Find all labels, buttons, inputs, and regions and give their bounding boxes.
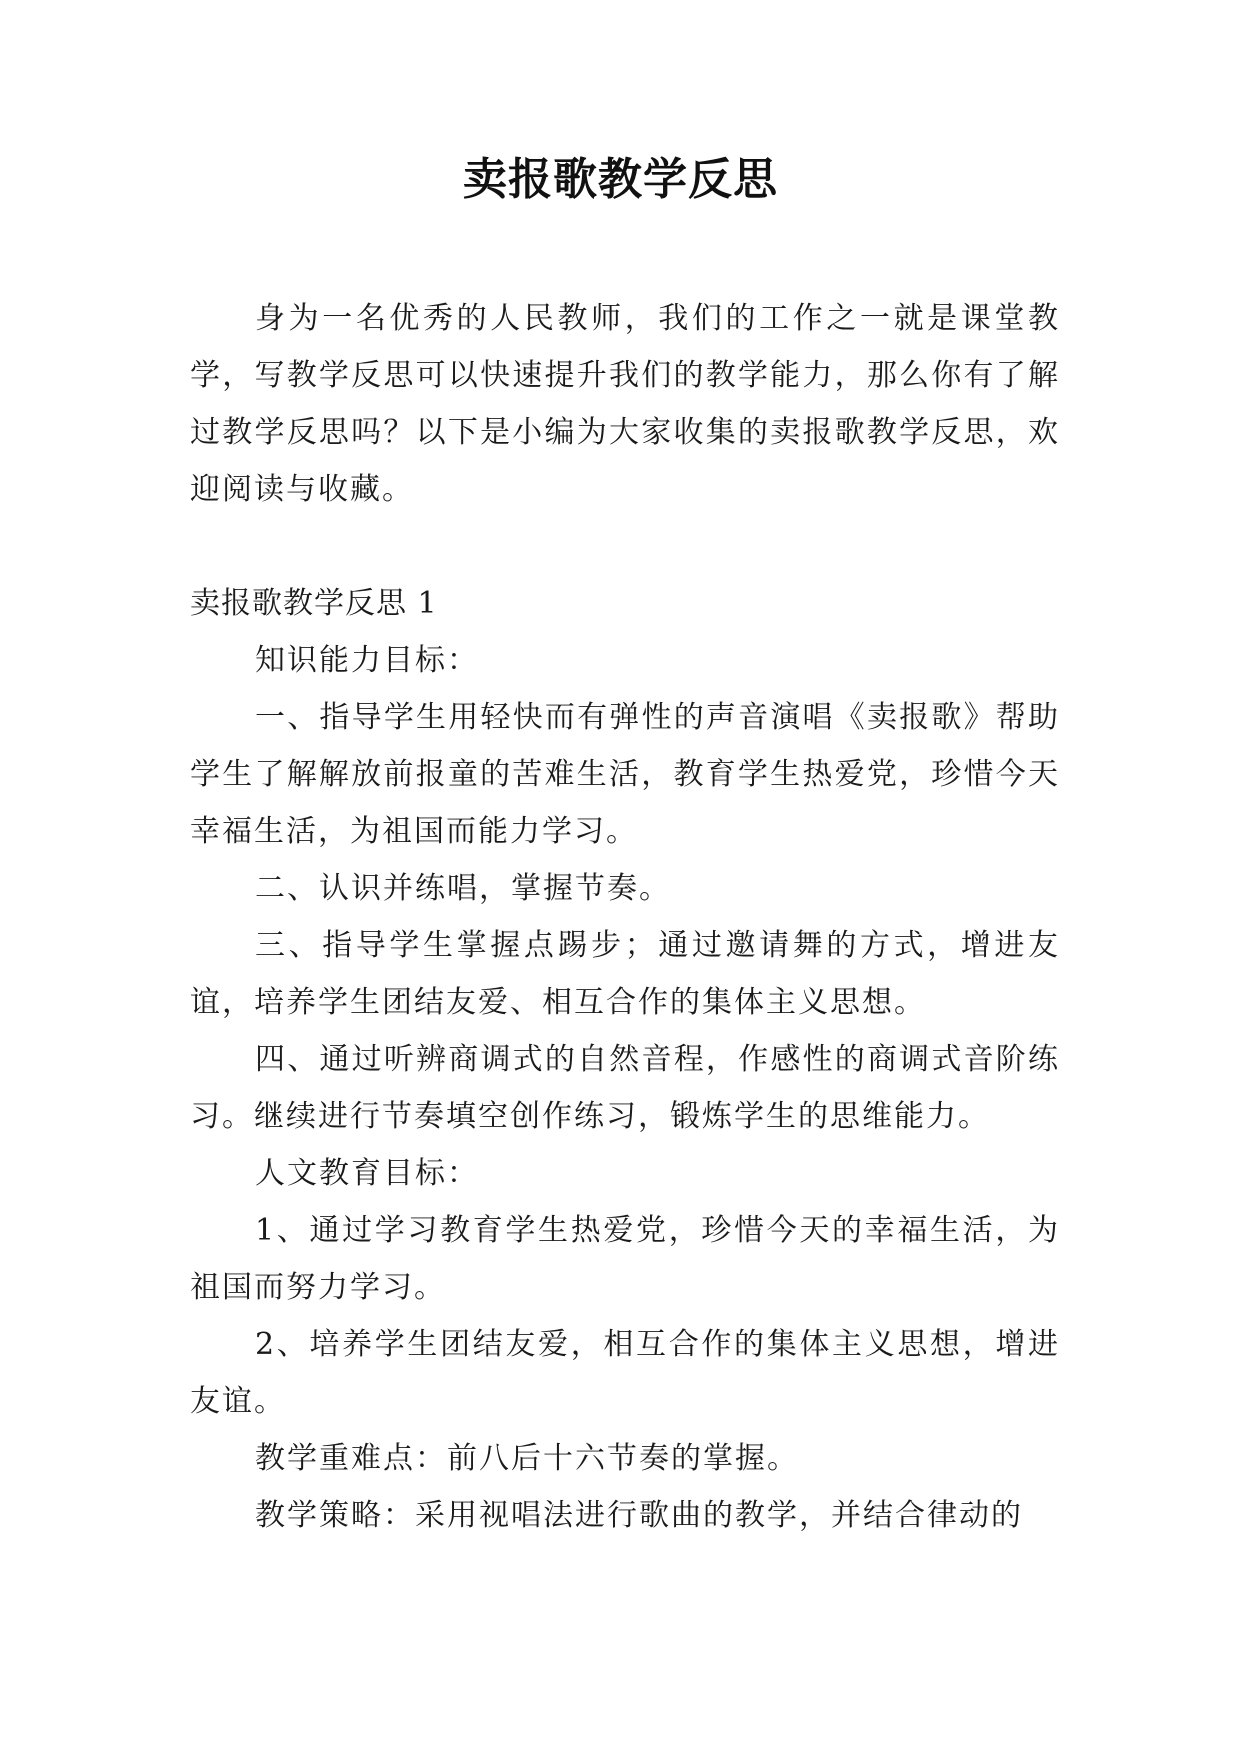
section-heading: 卖报歌教学反思 1 <box>190 586 438 621</box>
paragraph-gap <box>190 518 1060 575</box>
intro-paragraph: 身为一名优秀的人民教师，我们的工作之一就是课堂教学，写教学反思可以快速提升我们的教学能力，那么你有了解过教学反思吗？以下是小编为大家收集的卖报歌教学反思，欢迎阅读与收藏。 <box>190 301 1060 507</box>
document-body <box>190 290 1060 1544</box>
body-paragraph: 1、通过学习教育学生热爱党，珍惜今天的幸福生活，为祖国而努力学习。 <box>190 1213 1060 1305</box>
body-paragraph: 知识能力目标： <box>255 643 479 678</box>
body-paragraph: 2、培养学生团结友爱，相互合作的集体主义思想，增进友谊。 <box>190 1327 1060 1419</box>
body-paragraph: 人文教育目标： <box>255 1156 479 1191</box>
document-title: 卖报歌教学反思 <box>463 154 778 205</box>
body-paragraph: 教学重难点：前八后十六节奏的掌握。 <box>255 1441 799 1476</box>
body-paragraph: 三、指导学生掌握点踢步；通过邀请舞的方式，增进友谊，培养学生团结友爱、相互合作的集体主义思想。 <box>190 928 1060 1020</box>
body-paragraph: 四、通过听辨商调式的自然音程，作感性的商调式音阶练习。继续进行节奏填空创作练习，锻炼学生的思维能力。 <box>190 1042 1060 1134</box>
body-paragraph: 二、认识并练唱，掌握节奏。 <box>255 871 671 906</box>
body-paragraph: 一、指导学生用轻快而有弹性的声音演唱《卖报歌》帮助学生了解解放前报童的苦难生活，教育学生热爱党，珍惜今天幸福生活，为祖国而能力学习。 <box>190 700 1060 849</box>
body-paragraph: 教学策略：采用视唱法进行歌曲的教学，并结合律动的 <box>255 1498 1023 1533</box>
